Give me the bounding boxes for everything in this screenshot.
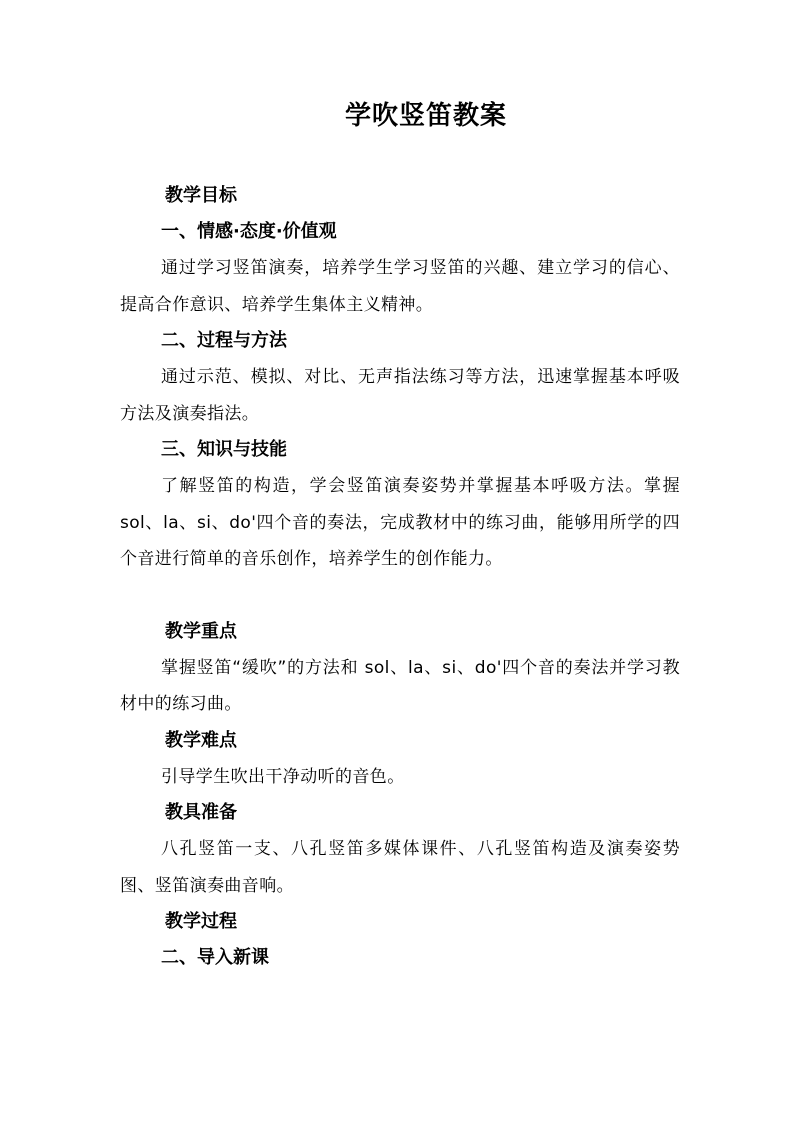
process-heading: 教学过程 bbox=[165, 911, 237, 932]
knowledge-skill-text: 了解竖笛的构造，学会竖笛演奏姿势并掌握基本呼吸方法。掌握 sol、la、si、do'四个音的奏法，完成教材中的练习曲，能够用所学的四个音进行简单的音乐创作，培养学生的创作能力。 bbox=[120, 476, 680, 569]
objectives-heading: 教学目标 bbox=[165, 185, 237, 206]
emotion-attitude-heading: 一、情感·态度·价值观 bbox=[161, 221, 337, 242]
section-spacer bbox=[120, 578, 680, 614]
key-points-heading: 教学重点 bbox=[165, 620, 237, 642]
key-points-text: 掌握竖笛“缓吹”的方法和 sol、la、si、do'四个音的奏法并学习教材中的练习曲。 bbox=[120, 657, 680, 714]
knowledge-skill-heading: 三、知识与技能 bbox=[161, 439, 287, 460]
difficulties-text: 引导学生吹出干净动听的音色。 bbox=[161, 766, 405, 787]
materials-text: 八孔竖笛一支、八孔竖笛多媒体课件、八孔竖笛构造及演奏姿势图、竖笛演奏曲音响。 bbox=[120, 839, 680, 896]
process-method-text: 通过示范、模拟、对比、无声指法练习等方法，迅速掌握基本呼吸方法及演奏指法。 bbox=[120, 367, 680, 424]
introduction-heading: 二、导入新课 bbox=[161, 947, 269, 968]
document-body bbox=[120, 178, 680, 976]
materials-heading: 教具准备 bbox=[165, 802, 237, 823]
process-method-heading: 二、过程与方法 bbox=[161, 330, 287, 351]
emotion-attitude-text: 通过学习竖笛演奏，培养学生学习竖笛的兴趣、建立学习的信心、提高合作意识、培养学生集体主义精神。 bbox=[120, 258, 680, 315]
difficulties-heading: 教学难点 bbox=[165, 729, 237, 751]
document-title: 学吹竖笛教案 bbox=[344, 101, 507, 131]
